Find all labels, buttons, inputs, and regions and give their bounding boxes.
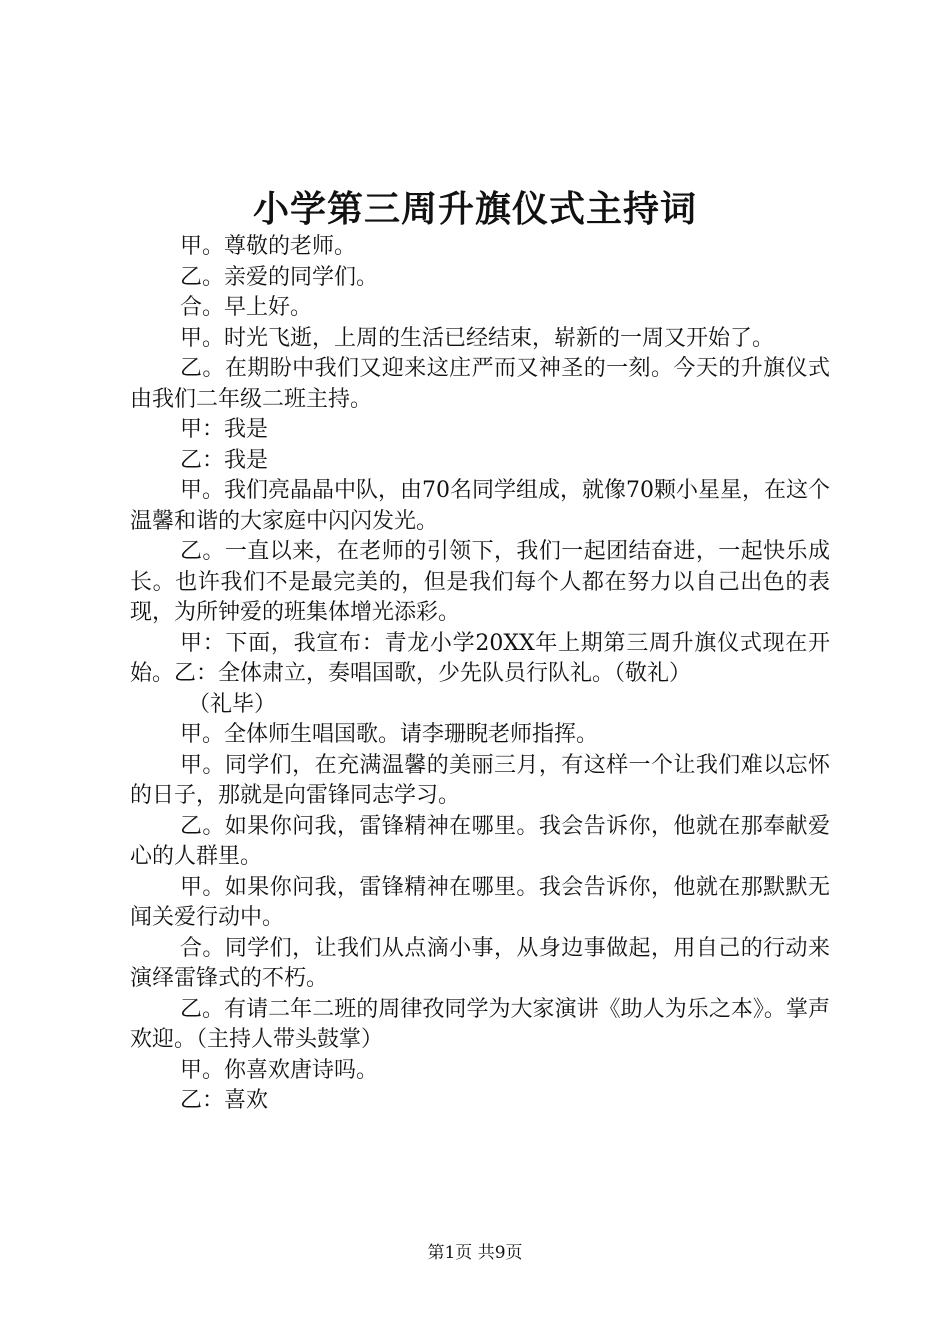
paragraph: 乙。如果你问我，雷锋精神在哪里。我会告诉你，他就在那奉献爱心的人群里。 — [130, 813, 830, 869]
paragraph: 甲。同学们，在充满温馨的美丽三月，有这样一个让我们难以忘怀的日子，那就是向雷锋同志学习。 — [130, 752, 830, 808]
paragraph: 乙。有请二年二班的周律孜同学为大家演讲《助人为乐之本》。掌声欢迎。（主持人带头鼓掌） — [130, 996, 830, 1052]
document-body — [130, 232, 830, 1117]
document-title: 小学第三周升旗仪式主持词 — [252, 188, 697, 230]
paragraph: 甲：我是 — [180, 417, 269, 442]
page-footer: 第1页 共9页 — [427, 1243, 523, 1263]
paragraph: 合。同学们，让我们从点滴小事，从身边事做起，用自己的行动来演绎雷锋式的不朽。 — [130, 935, 830, 991]
paragraph: 甲。尊敬的老师。 — [180, 234, 357, 259]
paragraph: 甲。时光飞逝，上周的生活已经结束，崭新的一周又开始了。 — [180, 325, 775, 351]
paragraph: 乙：喜欢 — [180, 1088, 269, 1113]
paragraph: 甲。全体师生唱国歌。请李珊睨老师指挥。 — [180, 722, 599, 747]
paragraph: 甲。如果你问我，雷锋精神在哪里。我会告诉你，他就在那默默无闻关爱行动中。 — [130, 874, 830, 930]
paragraph: 乙：我是 — [180, 447, 269, 473]
paragraph: （礼毕） — [188, 691, 277, 717]
paragraph: 合。早上好。 — [180, 295, 313, 320]
paragraph: 甲。我们亮晶晶中队，由70名同学组成，就像70颗小星星，在这个温馨和谐的大家庭中闪闪发光。 — [130, 478, 830, 534]
paragraph: 甲。你喜欢唐诗吗。 — [180, 1057, 379, 1083]
paragraph: 乙。一直以来，在老师的引领下，我们一起团结奋进，一起快乐成长。也许我们不是最完美的，但是我们每个人都在努力以自己出色的表现，为所钟爱的班集体增光添彩。 — [130, 539, 830, 625]
paragraph: 甲：下面，我宣布：青龙小学20XX年上期第三周升旗仪式现在开始。乙：全体肃立，奏唱国歌，少先队员行队礼。（敬礼） — [130, 630, 830, 686]
paragraph: 乙。在期盼中我们又迎来这庄严而又神圣的一刻。今天的升旗仪式由我们二年级二班主持。 — [130, 356, 830, 412]
paragraph: 乙。亲爱的同学们。 — [180, 264, 379, 290]
